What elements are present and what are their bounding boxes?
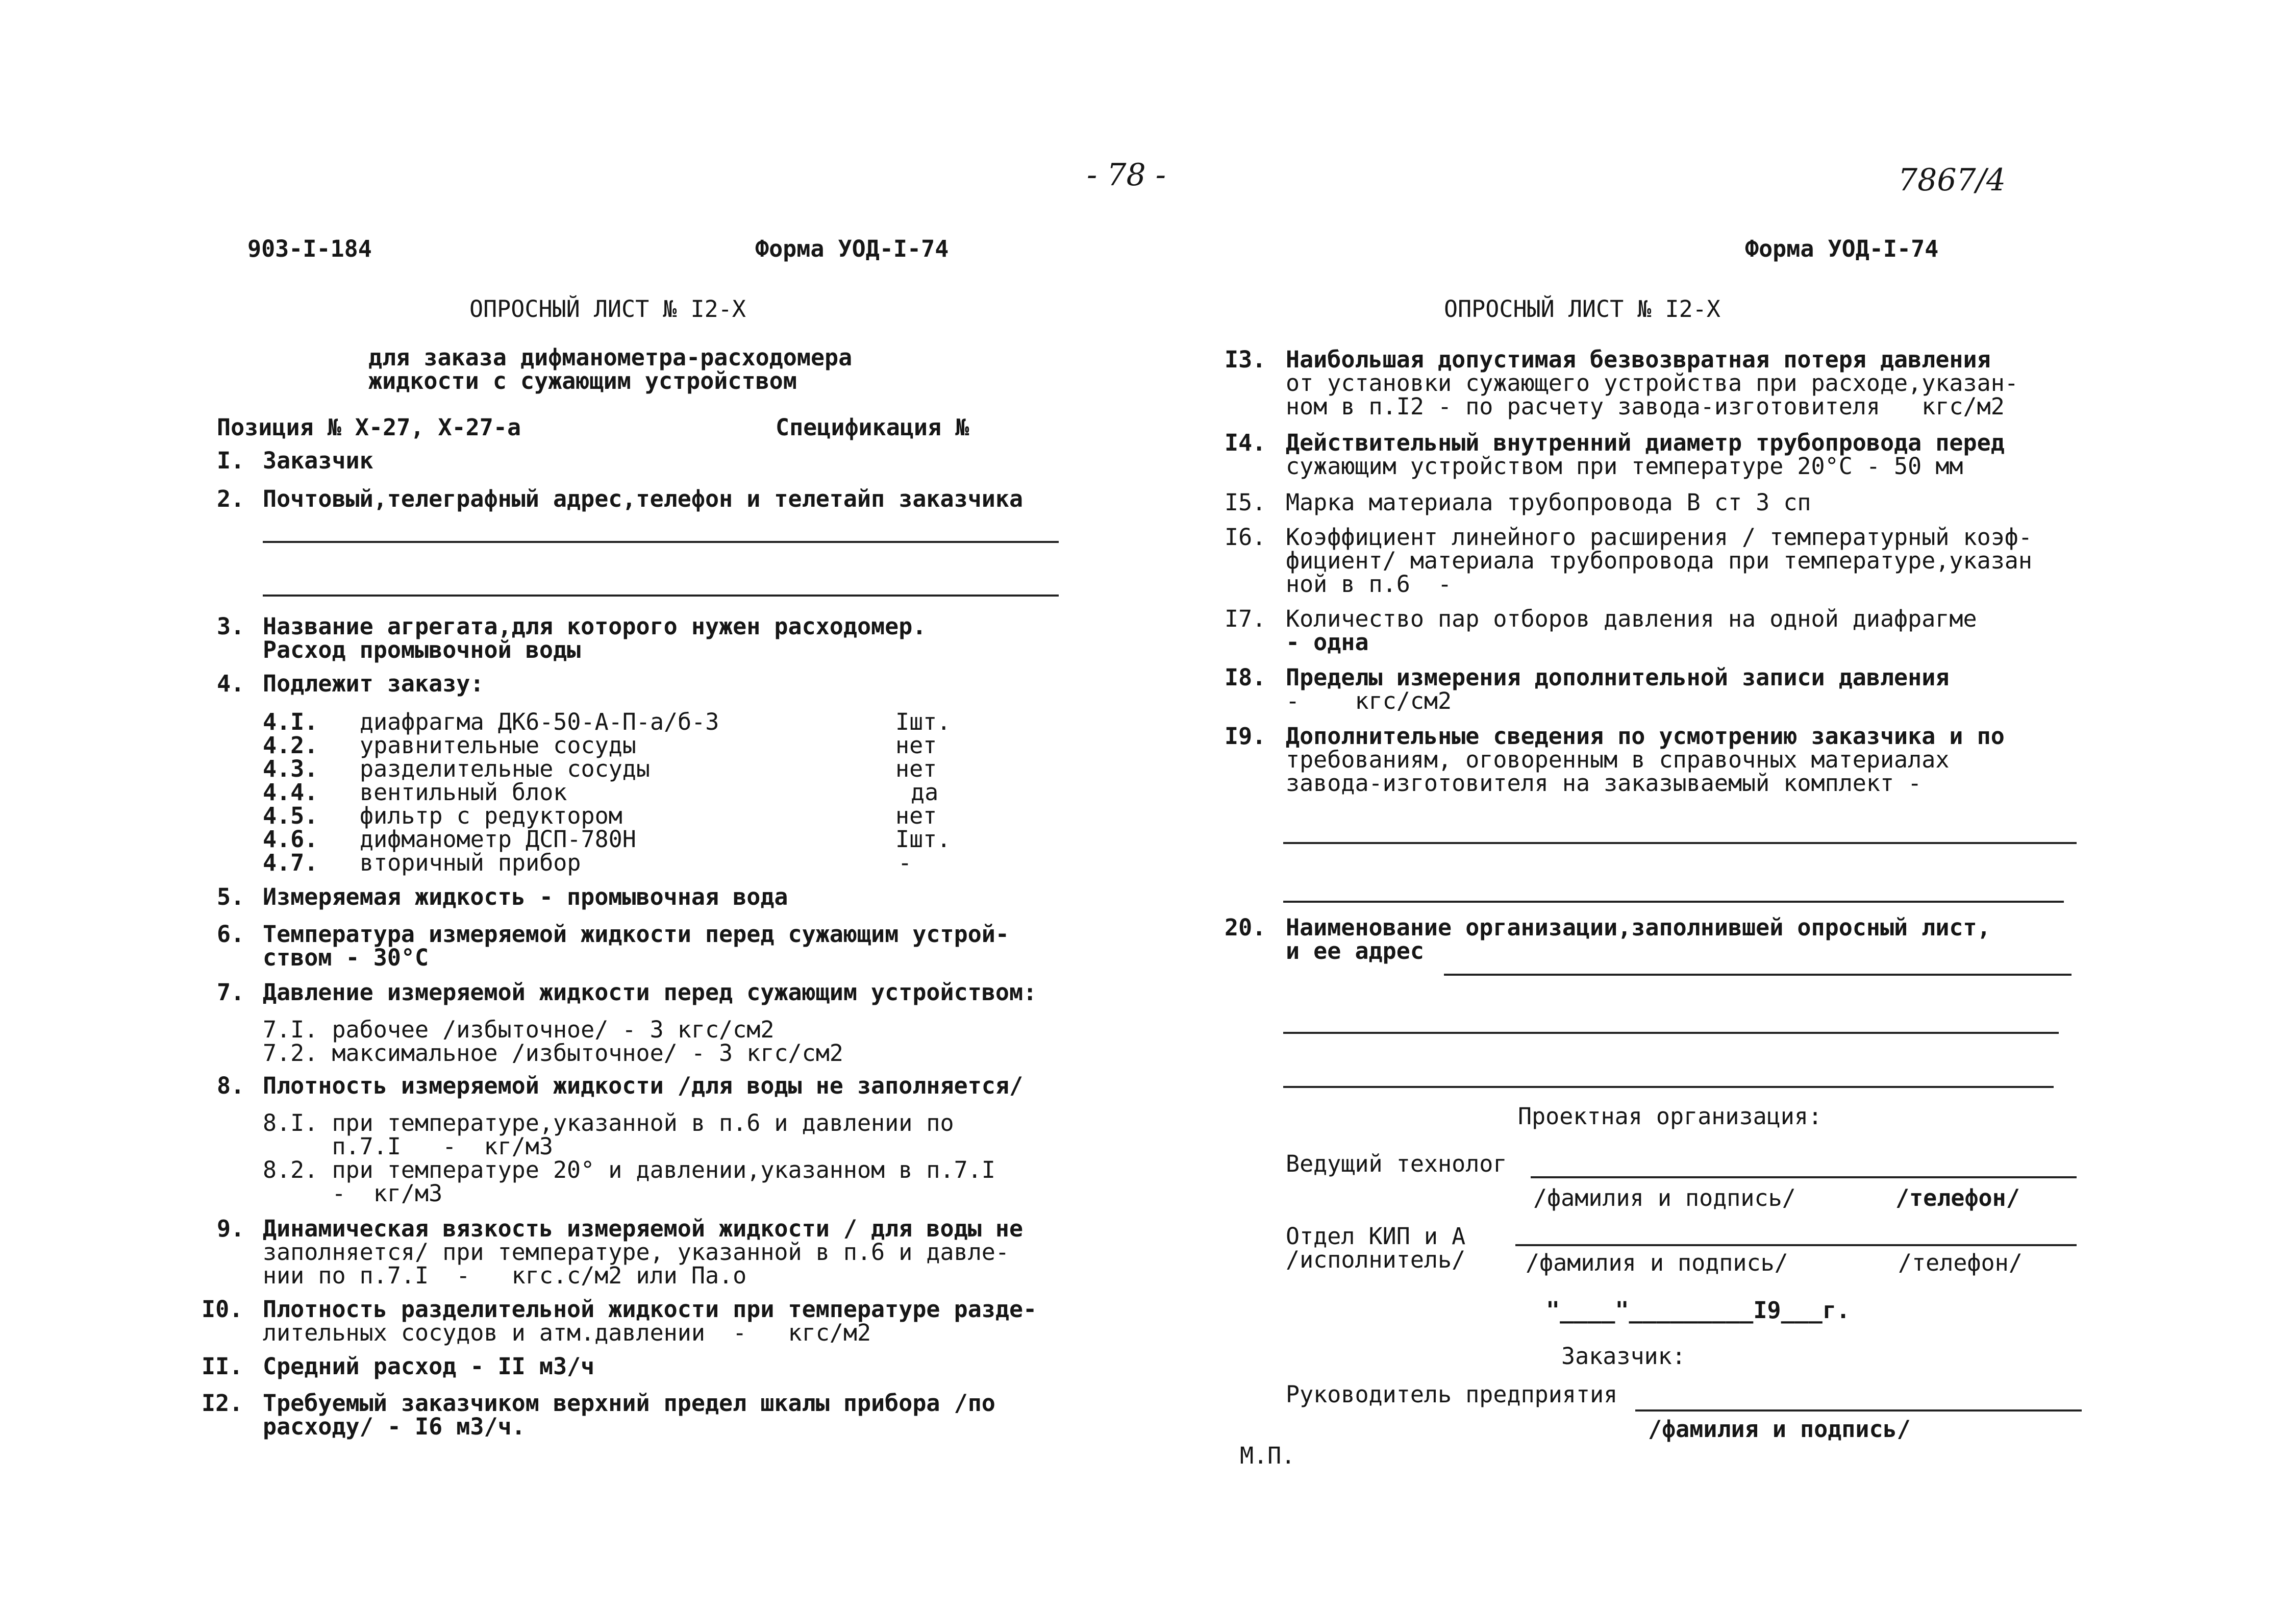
date-line: "____"_________I9___г. — [1546, 1297, 1851, 1324]
item-3-text-1: Название агрегата,для которого нужен расходомер. — [263, 613, 927, 640]
sub-item-value: нет — [895, 732, 937, 759]
item-8-1a: 8.I. при температуре,указанной в п.6 и давлении по — [263, 1109, 954, 1136]
fill-line-address-1 — [263, 541, 1059, 543]
page-number: - 78 - — [1087, 157, 1166, 193]
item-5-number: 5. — [217, 883, 245, 910]
item-20-text-2: и ее адрес — [1286, 937, 1424, 964]
item-13-text-3: ном в п.I2 - по расчету завода-изготовителя кгс/м2 — [1286, 393, 2005, 420]
item-12-text-1: Требуемый заказчиком верхний предел шкалы прибора /по — [263, 1390, 995, 1417]
position-label: Позиция № X-27, X-27-а — [217, 414, 521, 441]
sub-item-name: вентильный блок — [360, 779, 567, 806]
item-15-text: Марка материала трубопровода В ст 3 сп — [1286, 489, 1811, 516]
sub-item-name: дифманометр ДСП-780Н — [360, 826, 636, 853]
stamp-label: М.П. — [1240, 1442, 1295, 1469]
sub-item-value: нет — [895, 802, 937, 829]
item-3-text-2: Расход промывочной воды — [263, 636, 581, 663]
sub-item-value: нет — [895, 755, 937, 782]
item-7-number: 7. — [217, 979, 245, 1006]
item-8-2b: - кг/м3 — [263, 1180, 443, 1207]
specification-label: Спецификация № — [776, 414, 969, 441]
item-1-text: Заказчик — [263, 447, 373, 474]
item-17-text-2: - одна — [1286, 629, 1369, 656]
item-3-number: 3. — [217, 613, 245, 640]
form-label-left: Форма УОД-I-74 — [755, 235, 949, 262]
kip-dept-label-2: /исполнитель/ — [1286, 1246, 1466, 1273]
signature-line-2 — [1515, 1244, 2077, 1246]
kip-dept-label-1: Отдел КИП и А — [1286, 1223, 1466, 1250]
sub-item-value: Iшт. — [895, 708, 951, 735]
item-17-text-1: Количество пар отборов давления на одной диафрагме — [1286, 605, 1977, 632]
item-19-number: I9. — [1225, 723, 1266, 750]
item-16-text-2: фициент/ материала трубопровода при температуре,указан — [1286, 547, 2032, 574]
sub-item-name: разделительные сосуды — [360, 755, 650, 782]
project-org-label: Проектная организация: — [1518, 1103, 1823, 1130]
head-of-enterprise-label: Руководитель предприятия — [1286, 1381, 1618, 1408]
sub-item-name: уравнительные сосуды — [360, 732, 636, 759]
lead-technologist-label: Ведущий технолог — [1286, 1150, 1507, 1177]
item-16-text-1: Коэффициент линейного расширения / температурный коэф- — [1286, 524, 2032, 551]
item-5-text: Измеряемая жидкость - промывочная вода — [263, 883, 788, 910]
fill-line-additional-1 — [1283, 842, 2077, 844]
fill-line-org-2 — [1283, 1032, 2059, 1034]
sub-item-number: 4.2. — [263, 732, 318, 759]
item-2-text: Почтовый,телеграфный адрес,телефон и телетайп заказчика — [263, 485, 1024, 512]
item-6-number: 6. — [217, 921, 245, 948]
item-11-text: Средний расход - II м3/ч — [263, 1353, 595, 1380]
item-9-text-1: Динамическая вязкость измеряемой жидкости / для воды не — [263, 1215, 1024, 1242]
item-14-text-1: Действительный внутренний диаметр трубопровода перед — [1286, 429, 2005, 456]
item-19-text-3: завода-изготовителя на заказываемый комплект - — [1286, 770, 1922, 797]
signature-caption-phone-1: /телефон/ — [1895, 1184, 2020, 1211]
signature-caption-name-2: /фамилия и подпись/ — [1526, 1249, 1788, 1276]
item-10-text-1: Плотность разделительной жидкости при температуре разде- — [263, 1296, 1037, 1323]
item-14-number: I4. — [1225, 429, 1266, 456]
sub-item-number: 4.3. — [263, 755, 318, 782]
signature-caption-phone-2: /телефон/ — [1898, 1249, 2023, 1276]
item-7-1: 7.I. рабочее /избыточное/ - 3 кгс/см2 — [263, 1016, 775, 1043]
left-subtitle-1: для заказа дифманометра-расходомера — [368, 344, 853, 371]
fill-line-address-2 — [263, 595, 1059, 597]
item-19-text-1: Дополнительные сведения по усмотрению заказчика и по — [1286, 723, 2005, 750]
sub-item-number: 4.6. — [263, 826, 318, 853]
sub-item-number: 4.5. — [263, 802, 318, 829]
signature-line-3 — [1635, 1409, 2082, 1412]
item-4-number: 4. — [217, 670, 245, 697]
signature-caption-name-1: /фамилия и подпись/ — [1533, 1184, 1796, 1211]
item-18-text-1: Пределы измерения дополнительной записи давления — [1286, 664, 1950, 691]
sub-item-number: 4.7. — [263, 849, 318, 876]
item-8-text: Плотность измеряемой жидкости /для воды не заполняется/ — [263, 1072, 1024, 1099]
sub-item-name: фильтр с редуктором — [360, 802, 622, 829]
item-9-text-2: заполняется/ при температуре, указанной в п.6 и давле- — [263, 1239, 1009, 1266]
item-8-1b: п.7.I - кг/м3 — [263, 1133, 553, 1160]
item-2-number: 2. — [217, 485, 245, 512]
item-11-number: II. — [202, 1353, 243, 1380]
item-18-text-2: - кгс/см2 — [1286, 687, 1452, 714]
fill-line-additional-2 — [1283, 901, 2064, 903]
doc-code: 903-I-184 — [247, 235, 372, 262]
item-13-text-2: от установки сужающего устройства при расходе,указан- — [1286, 369, 2018, 397]
item-20-number: 20. — [1225, 914, 1266, 941]
sheet-code: 7867/4 — [1898, 162, 2006, 198]
item-6-text-2: ством - 30°С — [263, 944, 429, 971]
form-label-right: Форма УОД-I-74 — [1745, 235, 1939, 262]
sub-item-number: 4.I. — [263, 708, 318, 735]
fill-line-org-1 — [1444, 974, 2072, 976]
sub-item-name: вторичный прибор — [360, 849, 581, 876]
item-7-text: Давление измеряемой жидкости перед сужающим устройством: — [263, 979, 1037, 1006]
left-title: ОПРОСНЫЙ ЛИСТ № I2-X — [469, 295, 746, 323]
item-19-text-2: требованиям, оговоренным в справочных материалах — [1286, 746, 1950, 773]
item-18-number: I8. — [1225, 664, 1266, 691]
item-12-text-2: расходу/ - I6 м3/ч. — [263, 1413, 526, 1440]
sub-item-value: Iшт. — [895, 826, 951, 853]
item-7-2: 7.2. максимальное /избыточное/ - 3 кгс/см2 — [263, 1039, 843, 1067]
right-title: ОПРОСНЫЙ ЛИСТ № I2-X — [1444, 295, 1720, 323]
left-subtitle-2: жидкости с сужающим устройством — [368, 367, 797, 394]
item-1-number: I. — [217, 447, 245, 474]
item-15-number: I5. — [1225, 489, 1266, 516]
item-10-text-2: лительных сосудов и атм.давлении - кгс/м2 — [263, 1319, 871, 1346]
item-4-text: Подлежит заказу: — [263, 670, 484, 697]
item-13-text-1: Наибольшая допустимая безвозвратная потеря давления — [1286, 346, 1991, 373]
fill-line-org-3 — [1283, 1086, 2054, 1088]
item-16-text-3: ной в п.6 - — [1286, 571, 1452, 598]
item-12-number: I2. — [202, 1390, 243, 1417]
item-6-text-1: Температура измеряемой жидкости перед сужающим устрой- — [263, 921, 1009, 948]
customer-label: Заказчик: — [1561, 1343, 1686, 1370]
sub-item-value: - — [898, 849, 912, 876]
item-9-text-3: нии по п.7.I - кгс.с/м2 или Па.о — [263, 1262, 747, 1289]
sub-item-name: диафрагма ДК6-50-А-П-а/б-3 — [360, 708, 719, 735]
signature-caption-name-3: /фамилия и подпись/ — [1648, 1416, 1911, 1443]
sub-item-number: 4.4. — [263, 779, 318, 806]
item-14-text-2: сужающим устройством при температуре 20°С - 50 мм — [1286, 453, 1963, 480]
signature-line-1 — [1531, 1176, 2077, 1178]
item-8-number: 8. — [217, 1072, 245, 1099]
item-20-text-1: Наименование организации,заполнившей опросный лист, — [1286, 914, 1991, 941]
sub-item-value: да — [911, 779, 939, 806]
item-17-number: I7. — [1225, 605, 1266, 632]
item-13-number: I3. — [1225, 346, 1266, 373]
item-8-2a: 8.2. при температуре 20° и давлении,указанном в п.7.I — [263, 1156, 995, 1183]
item-16-number: I6. — [1225, 524, 1266, 551]
item-9-number: 9. — [217, 1215, 245, 1242]
item-10-number: I0. — [202, 1296, 243, 1323]
